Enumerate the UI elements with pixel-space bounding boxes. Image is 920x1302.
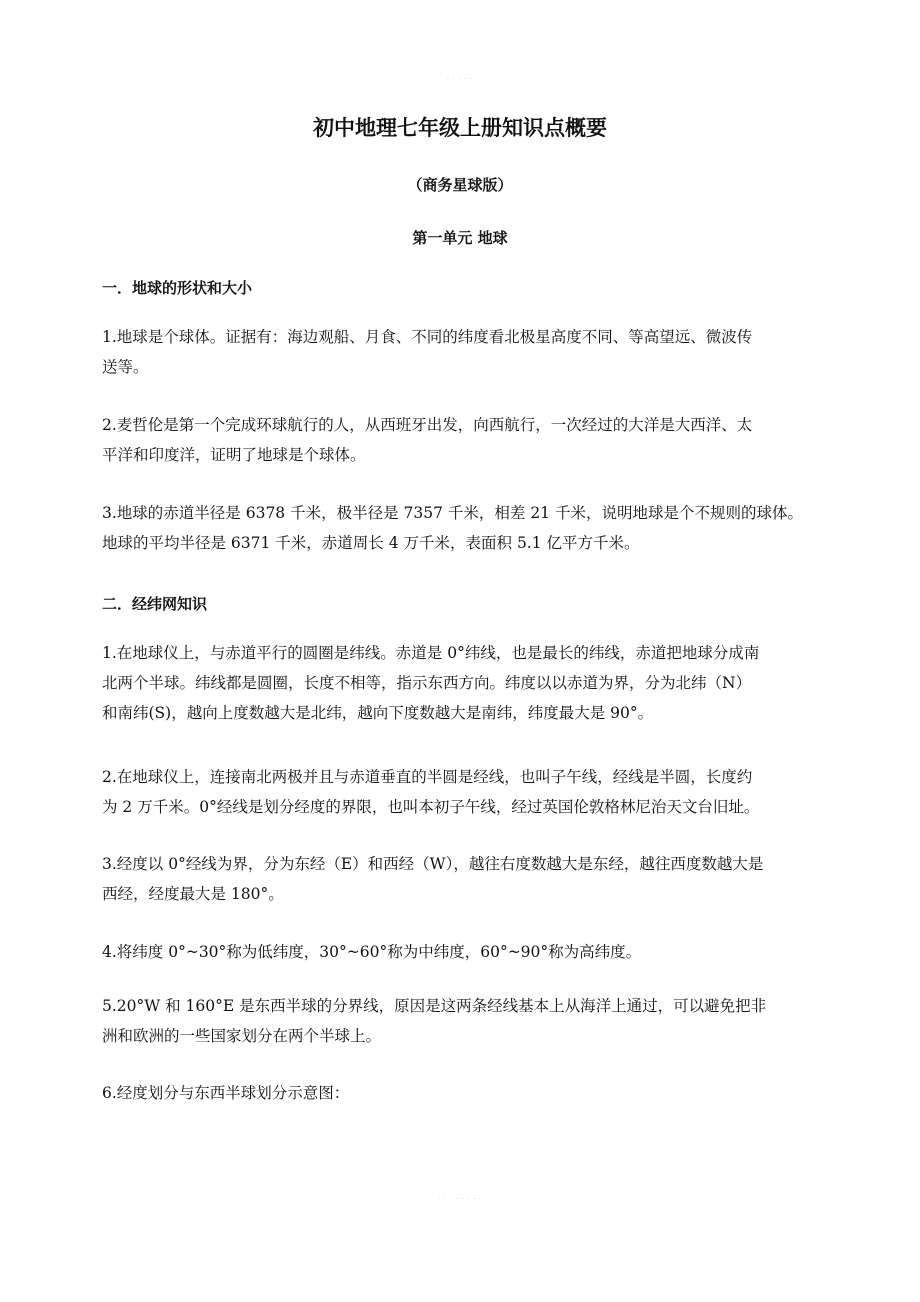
text-line: 3.地球的赤道半径是 6378 千米，极半径是 7357 千米，相差 21 千米，说明地球是个不规则的球体。 <box>102 504 803 522</box>
paragraph <box>102 849 808 909</box>
text-line: 洲和欧洲的一些国家划分在两个半球上。 <box>102 1027 382 1045</box>
text-line: 2.麦哲伦是第一个完成环球航行的人，从西班牙出发，向西航行，一次经过的大洋是大西洋、太 <box>102 416 753 434</box>
paragraph <box>102 322 808 382</box>
section-heading-shape-size: 一．地球的形状和大小 <box>102 279 253 297</box>
paragraph <box>102 937 808 967</box>
document-title: 初中地理七年级上册知识点概要 <box>313 115 607 140</box>
text-line: 4.将纬度 0°~30°称为低纬度，30°~60°称为中纬度，60°~90°称为高纬度。 <box>102 943 642 961</box>
paragraph <box>102 1078 808 1108</box>
text-line: 和南纬(S)，越向上度数越大是北纬，越向下度数越大是南纬，纬度最大是 90°。 <box>102 704 654 722</box>
paragraph <box>102 498 808 558</box>
text-line: 西经，经度最大是 180°。 <box>102 885 284 903</box>
text-line: 地球的平均半径是 6371 千米，赤道周长 4 万千米，表面积 5.1 亿平方千米。 <box>102 534 640 552</box>
unit-title: 第一单元 地球 <box>412 229 508 247</box>
header-dots: · · · · · <box>446 76 474 83</box>
text-line: 为 2 万千米。0°经线是划分经度的界限，也叫本初子午线，经过英国伦敦格林尼治天文台旧址。 <box>102 798 760 816</box>
text-line: 1.在地球仪上，与赤道平行的圆圈是纬线。赤道是 0°纬线，也是最长的纬线，赤道把地球分成南 <box>102 644 760 662</box>
text-line: 1.地球是个球体。证据有：海边观船、月食、不同的纬度看北极星高度不同、等高望远、微波传 <box>102 328 753 346</box>
text-line: 北两个半球。纬线都是圆圈，长度不相等，指示东西方向。纬度以以赤道为界，分为北纬（N） <box>102 674 752 692</box>
document-subtitle: （商务星球版） <box>407 176 513 194</box>
section-heading-graticule: 二．经纬网知识 <box>102 595 208 613</box>
text-line: 5.20°W 和 160°E 是东西半球的分界线，原因是这两条经线基本上从海洋上通过，可以避免把非 <box>102 997 767 1015</box>
text-line: 平洋和印度洋，证明了地球是个球体。 <box>102 446 366 464</box>
paragraph <box>102 638 808 728</box>
paragraph <box>102 762 808 822</box>
text-line: 送等。 <box>102 358 149 376</box>
paragraph <box>102 991 808 1051</box>
text-line: 6.经度划分与东西半球划分示意图： <box>102 1084 350 1102</box>
text-line: 3.经度以 0°经线为界，分为东经（E）和西经（W），越往右度数越大是东经，越往西度数越大是 <box>102 855 764 873</box>
text-line: 2.在地球仪上，连接南北两极并且与赤道垂直的半圆是经线，也叫子午线，经线是半圆，长度约 <box>102 768 753 786</box>
paragraph <box>102 410 808 470</box>
footer-dots: · · · · · · · · <box>438 1196 482 1203</box>
